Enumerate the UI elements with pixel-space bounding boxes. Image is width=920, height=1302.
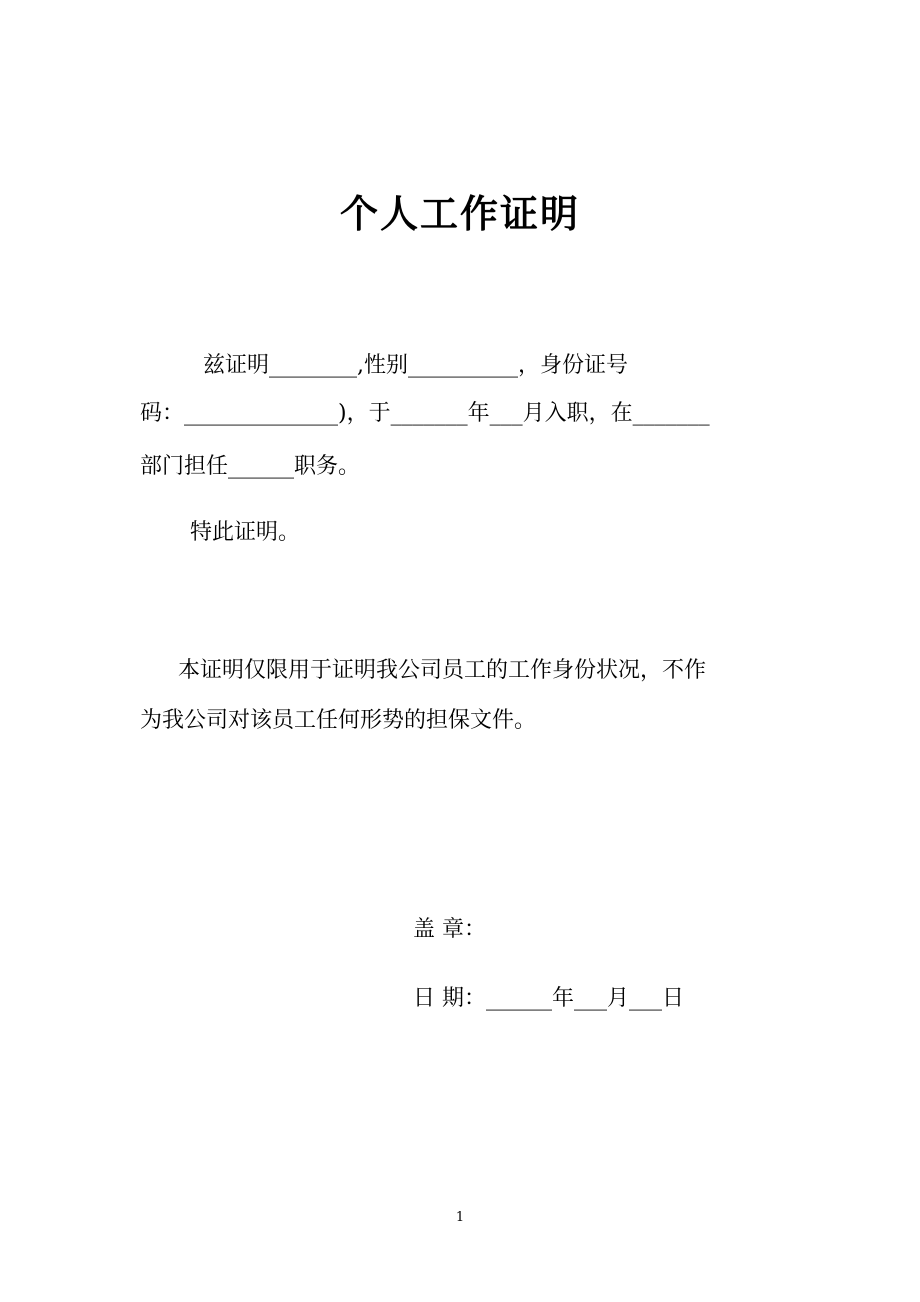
page-number: 1 (455, 1210, 465, 1225)
disclaimer-line-1: 本证明仅限用于证明我公司员工的工作身份状况，不作 (178, 658, 707, 683)
seal-label: 盖 章： (413, 917, 486, 942)
certification-text-line-1: 兹证明________,性别__________，身份证号 (203, 353, 628, 378)
closing-statement: 特此证明。 (190, 520, 301, 545)
document-title: 个人工作证明 (339, 191, 580, 236)
date-line: 日 期：______年___月___日 (413, 986, 684, 1011)
certification-text-line-3: 部门担任______职务。 (140, 454, 361, 479)
disclaimer-line-2: 为我公司对该员工任何形势的担保文件。 (140, 708, 537, 733)
certification-text-line-2: 码：______________)，于_______年___月入职，在_______ (140, 401, 710, 426)
